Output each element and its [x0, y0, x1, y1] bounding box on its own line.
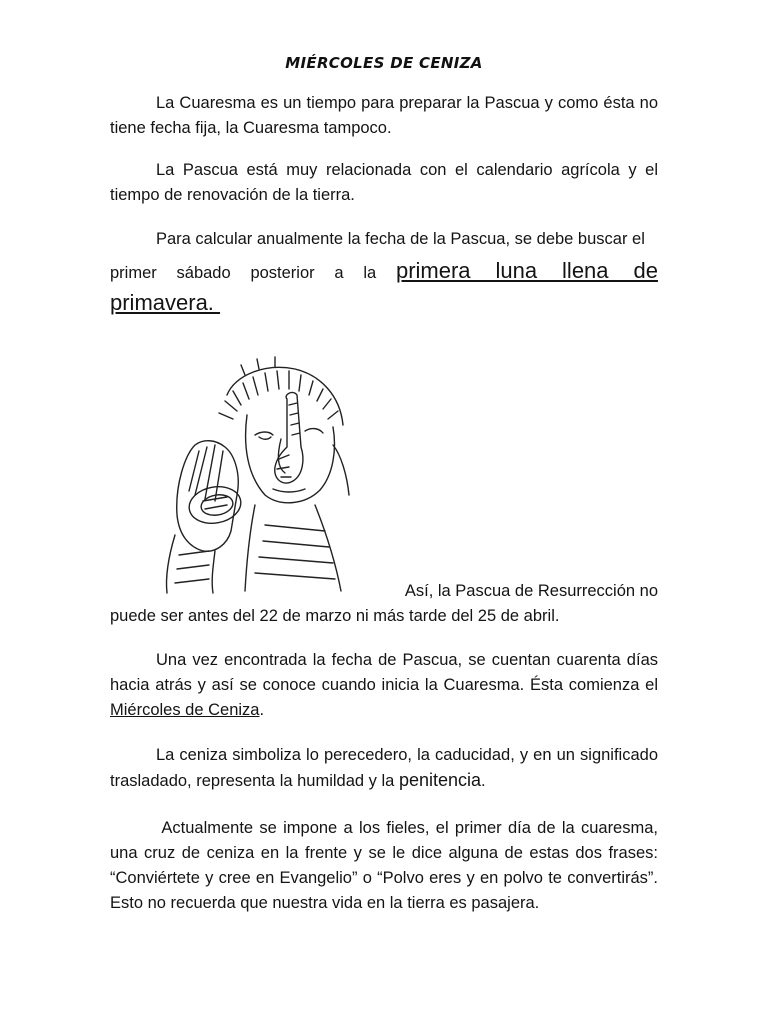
paragraph-5-end: .	[259, 701, 265, 719]
paragraph-3-line-3	[110, 290, 658, 318]
paragraph-5-text: Una vez encontrada la fecha de Pascua, se cuentan cuarenta días hacia atrás y así se conoce cuando inicia la Cuaresma. Ésta comienza el	[110, 651, 658, 694]
paragraph-6-end: .	[481, 772, 486, 790]
penance-word: penitencia	[398, 770, 482, 790]
full-moon-phrase: primera luna llena de	[395, 258, 658, 283]
page-title: MIÉRCOLES DE CENIZA	[285, 54, 483, 72]
paragraph-3-line-1	[110, 227, 658, 252]
paragraph-3	[110, 227, 658, 318]
paragraph-3-line-2	[110, 258, 658, 286]
p3-word-3: posterior	[250, 264, 315, 282]
paragraph-6-text: La ceniza simboliza lo perecedero, la caducidad, y en un significado trasladado, representa la humildad y la	[110, 746, 658, 790]
p3-word-4: a	[334, 264, 344, 282]
p3-word-1: primer	[110, 264, 157, 282]
paragraph-2-text: La Pascua está muy relacionada con el calendario agrícola y el tiempo de renovación de la tierra.	[110, 161, 658, 204]
p3-word-5: la	[363, 264, 377, 282]
paragraph-4-line-2: puede ser antes del 22 de marzo ni más tarde del 25 de abril.	[110, 607, 560, 625]
paragraph-5	[110, 648, 658, 723]
paragraph-1-text: La Cuaresma es un tiempo para preparar la Pascua y como ésta no tiene fecha fija, la Cuaresma tampoco.	[110, 94, 658, 137]
paragraph-2	[110, 158, 658, 208]
paragraph-1	[110, 91, 658, 141]
paragraph-6	[110, 743, 658, 794]
p3-word-2: sábado	[176, 264, 231, 282]
paragraph-7-text: Actualmente se impone a los fieles, el primer día de la cuaresma, una cruz de ceniza en la frente y se le dice alguna de estas dos frases: “Conviértete y cree en Evangelio” o “Polvo eres y en polvo te convertirás”. Esto no recuerda que nuestra vida en la tierra es pasajera.	[110, 819, 668, 912]
paragraph-4-line-1: Así, la Pascua de Resurrección no	[404, 582, 658, 600]
ash-wednesday-link: Miércoles de Ceniza	[110, 701, 260, 719]
spring-word: primavera.	[110, 290, 221, 315]
paragraph-3-line-1-text: Para calcular anualmente la fecha de la Pascua, se debe buscar el	[156, 230, 645, 248]
paragraph-7	[110, 816, 668, 916]
person-covering-face-illustration	[155, 355, 355, 595]
paragraph-4	[110, 579, 658, 629]
